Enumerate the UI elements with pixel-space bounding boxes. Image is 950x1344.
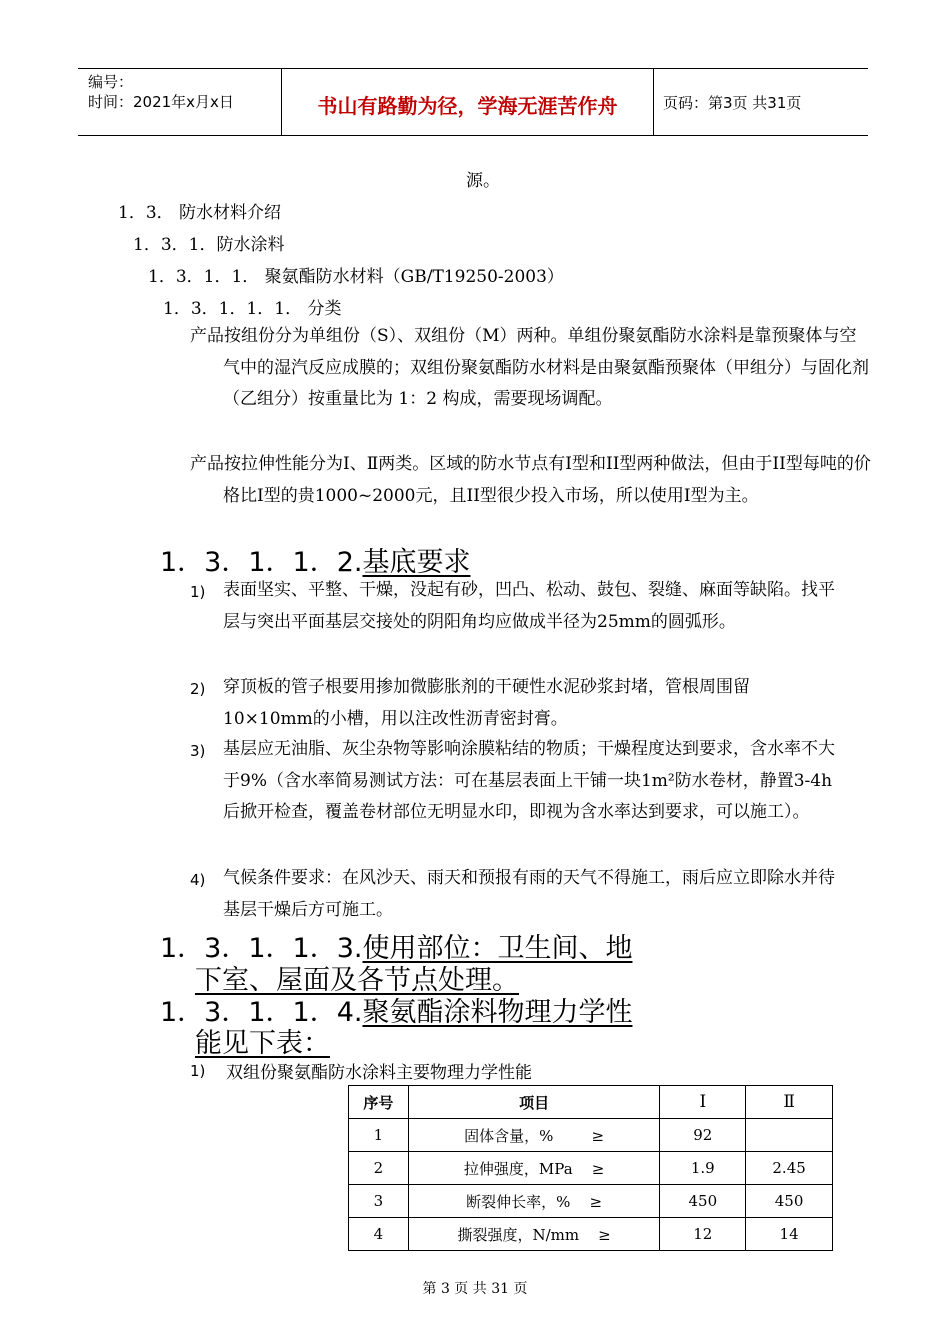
table-cell: 4 [349, 1218, 409, 1251]
heading-number: 1．3．1．1．3. [160, 933, 363, 964]
properties-table [348, 1085, 833, 1251]
table-cell: 1.9 [660, 1152, 746, 1185]
paragraph-tensile: 产品按拉伸性能分为Ⅰ、Ⅱ两类。区域的防水节点有I型和II型两种做法，但由于II型每吨的价格比I型的贵1000~2000元，且II型很少投入市场，所以使用I型为主。 [190, 454, 871, 506]
heading-text: 聚氨酯涂料物理力学性 [362, 997, 633, 1028]
table-cell: 14 [746, 1218, 833, 1251]
heading-1-3-1-1: 1．3．1．1． 聚氨酯防水材料（GB/T19250-2003） [148, 267, 564, 287]
table-cell: 2 [349, 1152, 409, 1185]
heading-1-3-1-1-1: 1．3．1．1．1． 分类 [163, 299, 342, 319]
table-header-row [349, 1086, 833, 1119]
table-header: 序号 [349, 1086, 409, 1119]
table-cell: 2.45 [746, 1152, 833, 1185]
header-divider-2 [653, 68, 654, 135]
table-header: Ⅱ [746, 1086, 833, 1119]
table-header: I [660, 1086, 746, 1119]
header-meta [88, 72, 234, 112]
table-row [349, 1152, 833, 1185]
page-footer: 第 3 页 共 31 页 [422, 1281, 528, 1297]
table-caption-number: 1) [190, 1062, 206, 1080]
heading-text: 下室、屋面及各节点处理。 [195, 965, 519, 996]
table-cell: 1 [349, 1119, 409, 1152]
list-item: 基层应无油脂、灰尘杂物等影响涂膜粘结的物质；干燥程度达到要求，含水率不大于9%（含水率简易测试方法：可在基层表面上干铺一块1m²防水卷材，静置3-4h后掀开检查，覆盖卷材部位无明显水印，即视为含水率达到要求，可以施工）。 [223, 739, 835, 822]
header-page-label: 页码：第3页 共31页 [663, 94, 802, 112]
paragraph-classification: 产品按组份分为单组份（S）、双组份（M）两种。单组份聚氨酯防水涂料是靠预聚体与空气中的湿汽反应成膜的；双组份聚氨酯防水材料是由聚氨酯预聚体（甲组分）与固化剂（乙组分）按重量比为 1：2 构成，需要现场调配。 [190, 326, 869, 409]
table-cell: 450 [746, 1185, 833, 1218]
heading-number: 1．3．1．1．2. [160, 547, 363, 578]
list-item-number: 3) [190, 742, 206, 760]
heading-text: 使用部位：卫生间、地 [362, 933, 633, 964]
table-cell: 92 [660, 1119, 746, 1152]
header-motto: 书山有路勤为径，学海无涯苦作舟 [317, 94, 618, 118]
header-bottom-rule [78, 135, 868, 136]
header-top-rule [78, 68, 868, 69]
list-item-number: 2) [190, 680, 206, 698]
table-cell: 撕裂强度，N/mm ≥ [408, 1218, 660, 1251]
table-caption: 双组份聚氨酯防水涂料主要物理力学性能 [226, 1063, 532, 1083]
heading-1-3-1: 1．3．1．防水涂料 [133, 235, 285, 255]
heading-1-3-1-1-4-cont [195, 1021, 330, 1060]
list-item-number: 1) [190, 583, 206, 601]
list-item: 气候条件要求：在风沙天、雨天和预报有雨的天气不得施工，雨后应立即除水并待基层干燥后方可施工。 [223, 868, 835, 920]
heading-1-3: 1．3． 防水材料介绍 [118, 203, 282, 223]
heading-1-3-1-1-2 [160, 540, 470, 579]
continued-text: 源。 [466, 171, 500, 191]
code-label: 编号： [88, 73, 134, 91]
heading-text: 能见下表： [195, 1028, 330, 1059]
list-item: 穿顶板的管子根要用掺加微膨胀剂的干硬性水泥砂浆封堵，管根周围留10×10mm的小槽，用以注改性沥青密封膏。 [223, 677, 750, 729]
table-cell [746, 1119, 833, 1152]
table-cell: 3 [349, 1185, 409, 1218]
list-item: 表面坚实、平整、干燥，没起有砂，凹凸、松动、鼓包、裂缝、麻面等缺陷。找平层与突出平面基层交接处的阴阳角均应做成半径为25mm的圆弧形。 [223, 580, 835, 632]
table-cell: 固体含量，% ≥ [408, 1119, 660, 1152]
table-cell: 断裂伸长率，% ≥ [408, 1185, 660, 1218]
table-row [349, 1119, 833, 1152]
table-cell: 12 [660, 1218, 746, 1251]
table-cell: 拉伸强度，MPa ≥ [408, 1152, 660, 1185]
time-label: 时间：2021年x月x日 [88, 93, 234, 111]
table-row [349, 1185, 833, 1218]
table-header: 项目 [408, 1086, 660, 1119]
heading-text: 基底要求 [362, 547, 471, 578]
table-cell: 450 [660, 1185, 746, 1218]
table-row [349, 1218, 833, 1251]
heading-number: 1．3．1．1．4. [160, 997, 363, 1028]
list-item-number: 4) [190, 871, 206, 889]
